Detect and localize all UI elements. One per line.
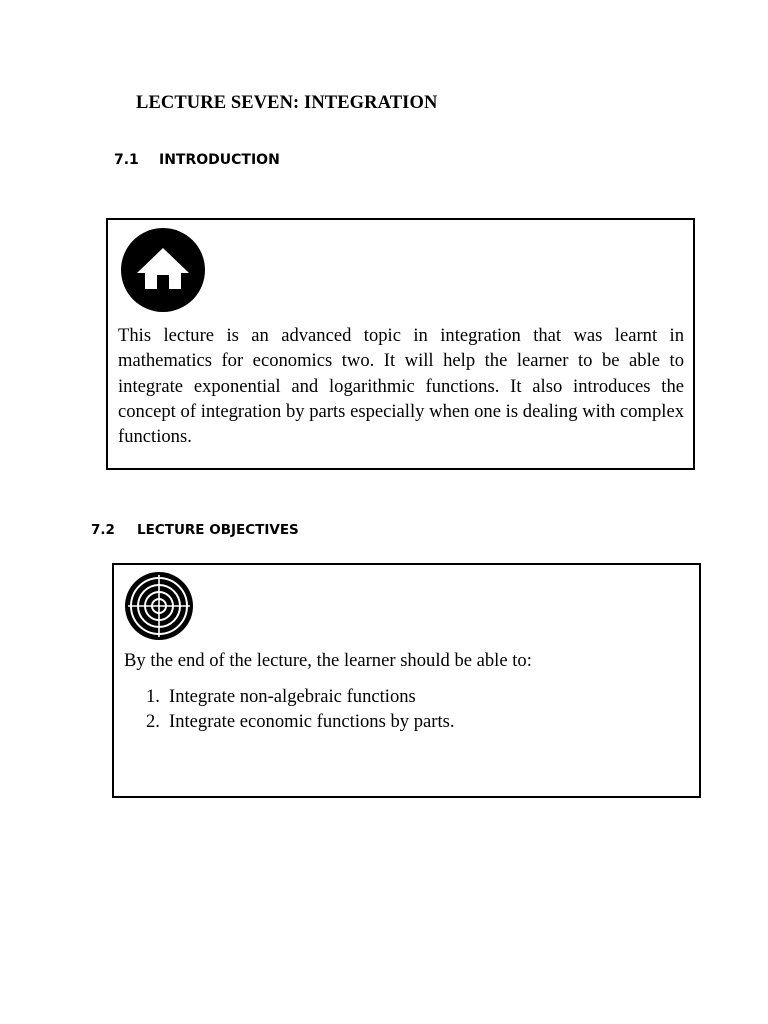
objectives-lead: By the end of the lecture, the learner should be able to: <box>124 650 532 671</box>
target-icon <box>125 572 193 640</box>
list-text: Integrate non-algebraic functions <box>169 686 416 707</box>
section-title: INTRODUCTION <box>159 152 280 168</box>
section-title: LECTURE OBJECTIVES <box>137 522 299 538</box>
list-text: Integrate economic functions by parts. <box>169 711 455 732</box>
section-heading-objectives <box>91 522 299 538</box>
introduction-text: This lecture is an advanced topic in integration that was learnt in mathematics for economics two. It will help the learner to be able to integrate exponential and logarithmic functions. It also introduces the concept of integration by parts especially when one is dealing with complex functions. <box>118 325 684 448</box>
section-number: 7.1 <box>114 152 139 168</box>
home-icon <box>121 228 205 312</box>
objectives-list <box>146 684 455 734</box>
list-item <box>146 709 455 734</box>
list-number: 1. <box>146 686 160 707</box>
section-heading-introduction <box>114 152 280 168</box>
list-item <box>146 684 455 709</box>
section-number: 7.2 <box>91 522 115 538</box>
page-title: LECTURE SEVEN: INTEGRATION <box>136 93 438 113</box>
list-number: 2. <box>146 711 160 732</box>
introduction-box <box>106 218 695 470</box>
objectives-box <box>112 563 701 798</box>
